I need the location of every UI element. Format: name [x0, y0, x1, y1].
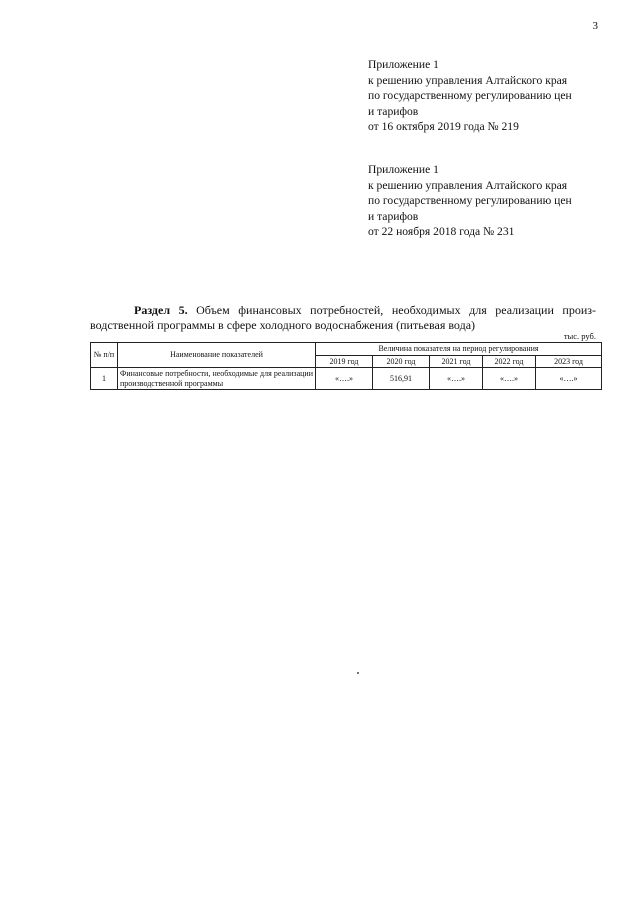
section-heading [90, 303, 596, 333]
scan-speck [357, 672, 359, 674]
financial-needs-table [90, 342, 602, 390]
appendix-line: от 22 ноября 2018 года № 231 [368, 225, 515, 239]
table-header-row [91, 343, 602, 356]
row-name: Финансовые потребности, необходимые для реализации производственной программы [118, 368, 316, 390]
section-label: Раздел 5. [134, 303, 188, 317]
row-value: 516,91 [373, 368, 430, 390]
appendix-line: по государственному регулированию цен [368, 89, 572, 103]
header-number: № п/п [91, 343, 118, 368]
header-year: 2021 год [430, 355, 483, 368]
appendix-line: от 16 октября 2019 года № 219 [368, 120, 519, 134]
appendix-header-2019 [368, 57, 630, 135]
row-value: «….» [316, 368, 373, 390]
appendix-line: к решению управления Алтайского края [368, 178, 568, 192]
appendix-line: Приложение 1 [368, 58, 439, 71]
header-name: Наименование показателей [118, 343, 316, 368]
table-row [91, 368, 602, 390]
row-value: «….» [483, 368, 536, 390]
appendix-header-2018 [368, 162, 630, 240]
row-number: 1 [91, 368, 118, 390]
row-value: «….» [430, 368, 483, 390]
header-period: Величина показателя на период регулирования [316, 343, 602, 356]
section-title-part2: водственной программы в сфере холодного водоснабжения (питьевая вода) [90, 318, 476, 332]
header-year: 2019 год [316, 355, 373, 368]
row-value: «….» [536, 368, 602, 390]
appendix-line: к решению управления Алтайского края [368, 73, 568, 87]
appendix-line: и тарифов [368, 104, 419, 118]
appendix-line: по государственному регулированию цен [368, 194, 572, 208]
header-year: 2022 год [483, 355, 536, 368]
appendix-line: и тарифов [368, 209, 419, 223]
page-number: 3 [592, 20, 598, 32]
units-label: тыс. руб. [563, 331, 596, 341]
section-title-part1: Объем финансовых потребностей, необходимых для реализации произ- [196, 303, 597, 317]
header-year: 2023 год [536, 355, 602, 368]
section-heading-line1 [90, 303, 596, 318]
appendix-line: Приложение 1 [368, 163, 439, 176]
header-year: 2020 год [373, 355, 430, 368]
